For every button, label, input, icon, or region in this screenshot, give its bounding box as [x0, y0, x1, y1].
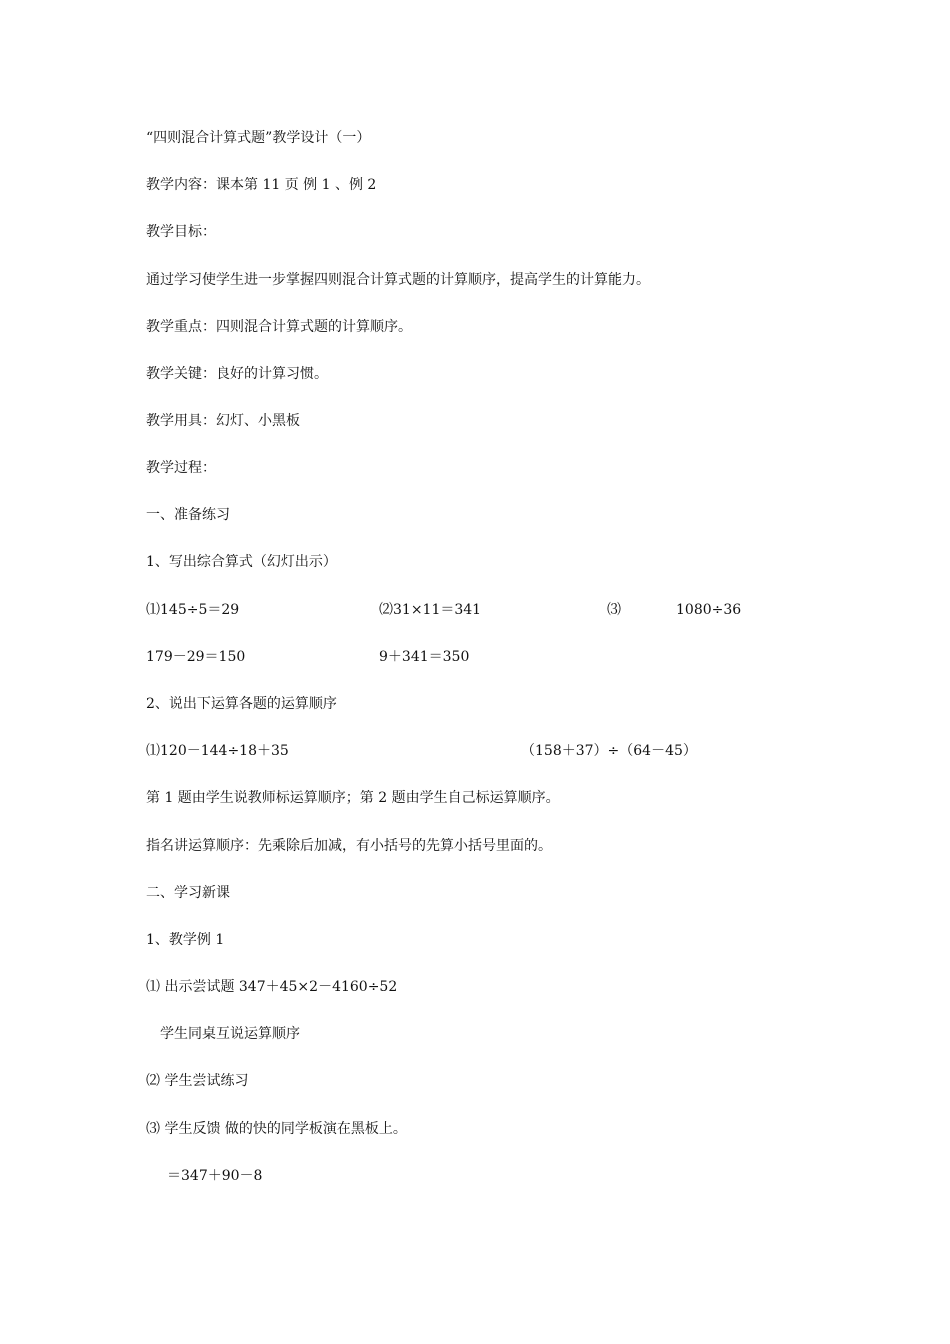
exercise-1a: ⑴145÷5＝29 [146, 602, 240, 618]
teaching-key-link: 教学关键：良好的计算习惯。 [146, 366, 328, 382]
step-1: ⑴ 出示尝试题 347＋45×2－4160÷52 [146, 979, 398, 995]
exercise-2a: 179－29＝150 [146, 649, 246, 665]
calculation-line: ＝347＋90－8 [167, 1168, 263, 1184]
teaching-process-label: 教学过程： [146, 460, 216, 476]
teaching-objective-text: 通过学习使学生进一步掌握四则混合计算式题的计算顺序，提高学生的计算能力。 [146, 272, 650, 288]
teaching-tools: 教学用具：幻灯、小黑板 [146, 413, 300, 429]
step-1-sub: 学生同桌互说运算顺序 [160, 1026, 300, 1042]
section-heading-1: 一、准备练习 [146, 507, 230, 523]
exercise-1c: 1080÷36 [676, 602, 742, 618]
item-heading-3: 1、教学例 1 [146, 932, 225, 948]
order-exercise-b: （158＋37）÷（64－45） [521, 743, 697, 759]
section-heading-2: 二、学习新课 [146, 885, 230, 901]
note-2: 指名讲运算顺序：先乘除后加减，有小括号的先算小括号里面的。 [146, 838, 552, 854]
teaching-key-point: 教学重点：四则混合计算式题的计算顺序。 [146, 319, 412, 335]
note-1: 第 1 题由学生说教师标运算顺序；第 2 题由学生自己标运算顺序。 [146, 790, 560, 806]
teaching-objective-label: 教学目标： [146, 224, 216, 240]
teaching-content: 教学内容：课本第 11 页 例 1 、例 2 [146, 177, 377, 193]
order-exercise-a: ⑴120－144÷18＋35 [146, 743, 289, 759]
step-2: ⑵ 学生尝试练习 [146, 1073, 249, 1089]
document-title: “四则混合计算式题”教学设计（一） [146, 130, 371, 146]
exercise-1c-number: ⑶ [607, 602, 621, 618]
exercise-2b: 9＋341＝350 [379, 649, 470, 665]
item-heading-1: 1、写出综合算式（幻灯出示） [146, 554, 337, 570]
step-3: ⑶ 学生反馈 做的快的同学板演在黑板上。 [146, 1121, 407, 1137]
item-heading-2: 2、说出下运算各题的运算顺序 [146, 696, 337, 712]
exercise-1b: ⑵31×11＝341 [379, 602, 482, 618]
